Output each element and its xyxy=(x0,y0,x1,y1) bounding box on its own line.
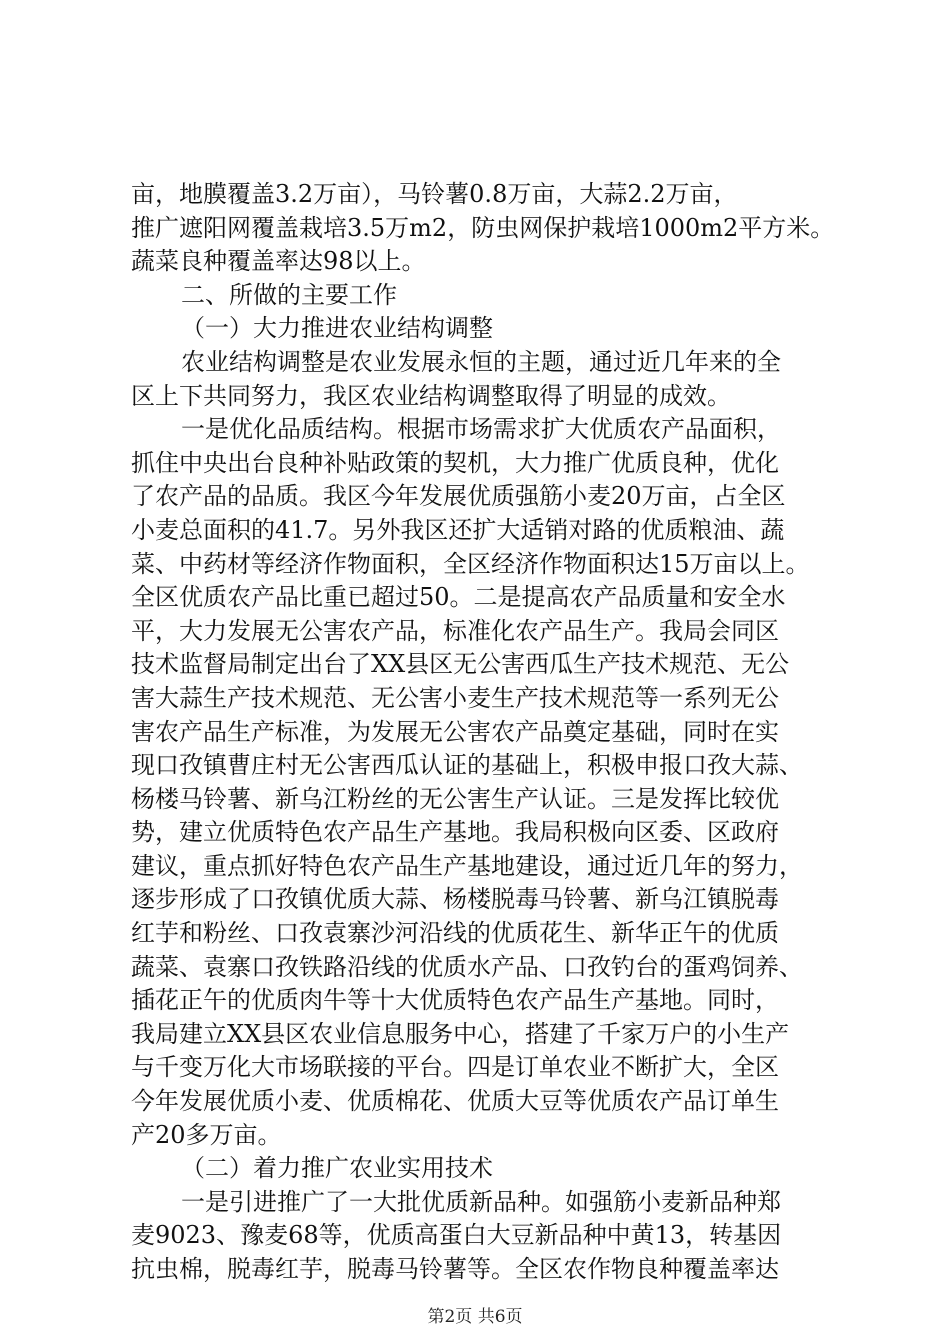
text-line: 建议，重点抓好特色农产品生产基地建设，通过近几年的努力， xyxy=(131,851,803,880)
text-line: 害大蒜生产技术规范、无公害小麦生产技术规范等一系列无公 xyxy=(131,683,779,712)
page-footer: 第2页 共6页 xyxy=(427,1307,523,1327)
text-line: 了农产品的品质。我区今年发展优质强筋小麦20万亩，占全区 xyxy=(131,482,786,511)
text-line: 农业结构调整是农业发展永恒的主题，通过近几年来的全 xyxy=(181,347,781,376)
text-line: 现口孜镇曹庄村无公害西瓜认证的基础上，积极申报口孜大蒜、 xyxy=(131,751,803,780)
text-line: 今年发展优质小麦、优质棉花、优质大豆等优质农产品订单生 xyxy=(131,1087,779,1116)
text-line: 势，建立优质特色农产品生产基地。我局积极向区委、区政府 xyxy=(131,818,779,847)
text-line: 亩，地膜覆盖3.2万亩），马铃薯0.8万亩，大蒜2.2万亩， xyxy=(131,180,738,208)
text-line: 技术监督局制定出台了XX县区无公害西瓜生产技术规范、无公 xyxy=(131,650,790,679)
text-line: 抓住中央出台良种补贴政策的契机，大力推广优质良种，优化 xyxy=(131,448,779,477)
text-line: 与千变万化大市场联接的平台。四是订单农业不断扩大，全区 xyxy=(131,1053,779,1082)
text-line: 红芋和粉丝、口孜袁寨沙河沿线的优质花生、新华正午的优质 xyxy=(131,919,779,948)
body-text xyxy=(131,178,835,1287)
text-line: 平，大力发展无公害农产品，标准化农产品生产。我局会同区 xyxy=(131,616,779,645)
text-line: 杨楼马铃薯、新乌江粉丝的无公害生产认证。三是发挥比较优 xyxy=(131,784,779,813)
text-line: 一是引进推广了一大批优质新品种。如强筋小麦新品种郑 xyxy=(181,1187,781,1216)
text-line: （二）着力推广农业实用技术 xyxy=(181,1154,493,1183)
text-line: 区上下共同努力，我区农业结构调整取得了明显的成效。 xyxy=(131,381,731,410)
text-line: 麦9023、豫麦68等，优质高蛋白大豆新品种中黄13，转基因 xyxy=(131,1221,782,1250)
text-line: 逐步形成了口孜镇优质大蒜、杨楼脱毒马铃薯、新乌江镇脱毒 xyxy=(131,885,779,914)
text-line: 小麦总面积的41.7。另外我区还扩大适销对路的优质粮油、蔬 xyxy=(131,515,785,544)
text-line: 蔬菜良种覆盖率达98以上。 xyxy=(131,247,426,276)
text-line: 抗虫棉，脱毒红芋，脱毒马铃薯等。全区农作物良种覆盖率达 xyxy=(131,1255,779,1283)
text-line: 害农产品生产标准，为发展无公害农产品奠定基础，同时在实 xyxy=(131,717,779,746)
text-line: 我局建立XX县区农业信息服务中心，搭建了千家万户的小生产 xyxy=(131,1019,790,1048)
text-line: （一）大力推进农业结构调整 xyxy=(181,314,493,343)
text-line: 一是优化品质结构。根据市场需求扩大优质农产品面积， xyxy=(181,415,781,444)
text-line: 菜、中药材等经济作物面积，全区经济作物面积达15万亩以上。 xyxy=(131,549,810,578)
text-line: 二、所做的主要工作 xyxy=(181,280,397,309)
text-line: 全区优质农产品比重已超过50。二是提高农产品质量和安全水 xyxy=(131,583,786,612)
text-line: 产20多万亩。 xyxy=(131,1120,282,1149)
text-line: 插花正午的优质肉牛等十大优质特色农产品生产基地。同时， xyxy=(131,986,779,1015)
text-line: 蔬菜、袁寨口孜铁路沿线的优质水产品、口孜钓台的蛋鸡饲养、 xyxy=(131,952,803,981)
text-line: 推广遮阳网覆盖栽培3.5万m2，防虫网保护栽培1000m2平方米。 xyxy=(131,213,835,242)
